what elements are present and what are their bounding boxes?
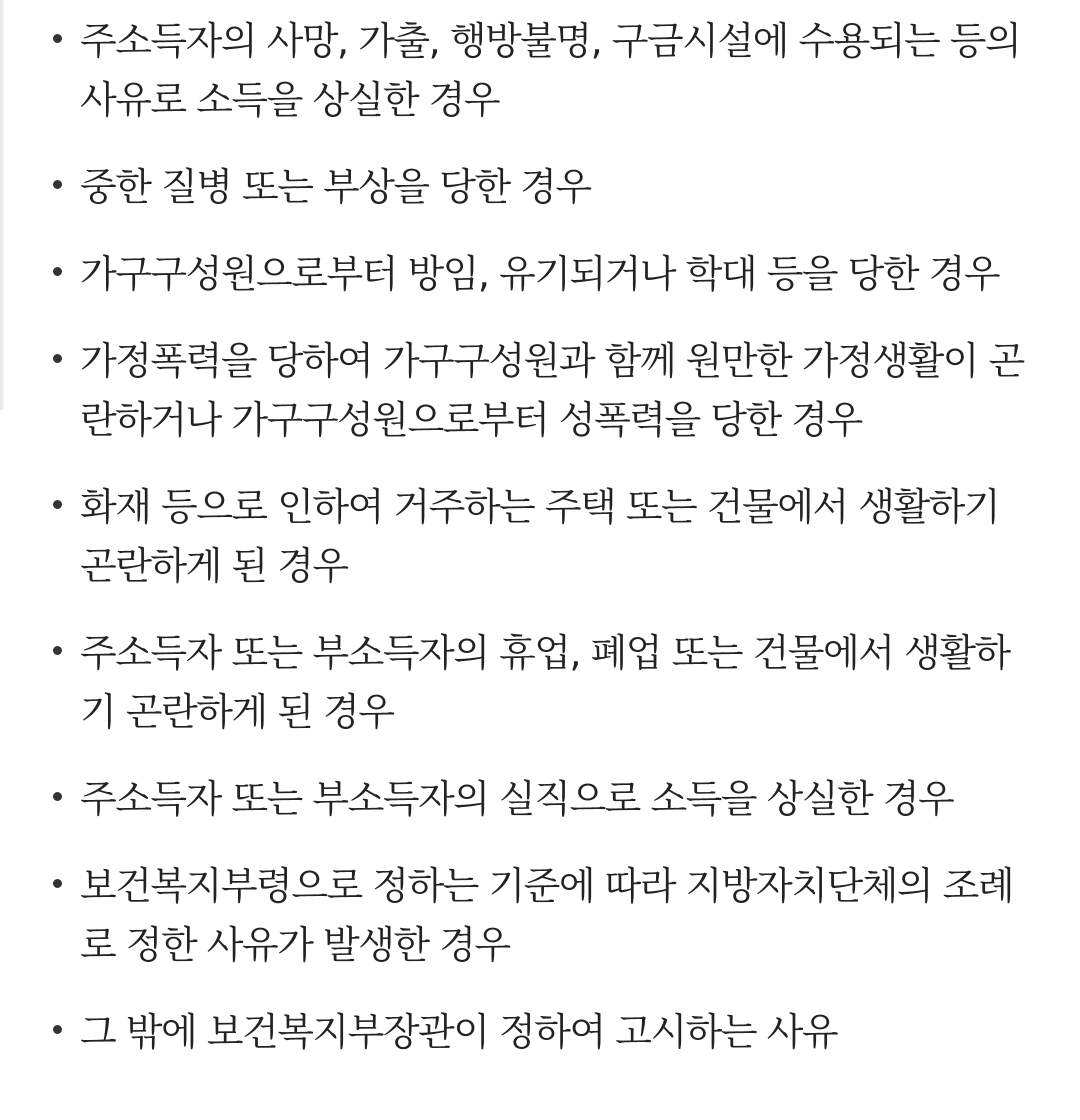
bullet-icon (53, 267, 62, 276)
list-item-text: 보건복지부령으로 정하는 기준에 따라 지방자치단체의 조례로 정한 사유가 발생한 경우 (80, 864, 1014, 967)
list-item (0, 1003, 1080, 1062)
list-item (0, 245, 1080, 304)
bullet-icon (53, 34, 62, 43)
list-item (0, 478, 1080, 596)
list-item (0, 158, 1080, 217)
bullet-icon (53, 646, 62, 655)
criteria-list (0, 12, 1080, 1090)
list-item (0, 857, 1080, 975)
list-item (0, 332, 1080, 450)
bullet-icon (53, 1025, 62, 1034)
bullet-icon (53, 879, 62, 888)
list-item (0, 12, 1080, 130)
list-item-text: 가구구성원으로부터 방임, 유기되거나 학대 등을 당한 경우 (80, 252, 1000, 296)
bullet-icon (53, 500, 62, 509)
bullet-icon (53, 354, 62, 363)
bullet-icon (53, 792, 62, 801)
list-item-text: 화재 등으로 인하여 거주하는 주택 또는 건물에서 생활하기 곤란하게 된 경우 (80, 485, 1000, 588)
list-item-text: 가정폭력을 당하여 가구구성원과 함께 원만한 가정생활이 곤란하거나 가구구성원으로부터 성폭력을 당한 경우 (80, 339, 1024, 442)
list-item-text: 중한 질병 또는 부상을 당한 경우 (80, 165, 591, 209)
list-item (0, 624, 1080, 742)
bullet-icon (53, 180, 62, 189)
list-item-text: 주소득자의 사망, 가출, 행방불명, 구금시설에 수용되는 등의 사유로 소득을 상실한 경우 (80, 19, 1021, 122)
list-item-text: 주소득자 또는 부소득자의 실직으로 소득을 상실한 경우 (80, 777, 954, 821)
list-item-text: 그 밖에 보건복지부장관이 정하여 고시하는 사유 (80, 1010, 838, 1054)
list-item-text: 주소득자 또는 부소득자의 휴업, 폐업 또는 건물에서 생활하기 곤란하게 된 경우 (80, 631, 1010, 734)
list-item (0, 770, 1080, 829)
